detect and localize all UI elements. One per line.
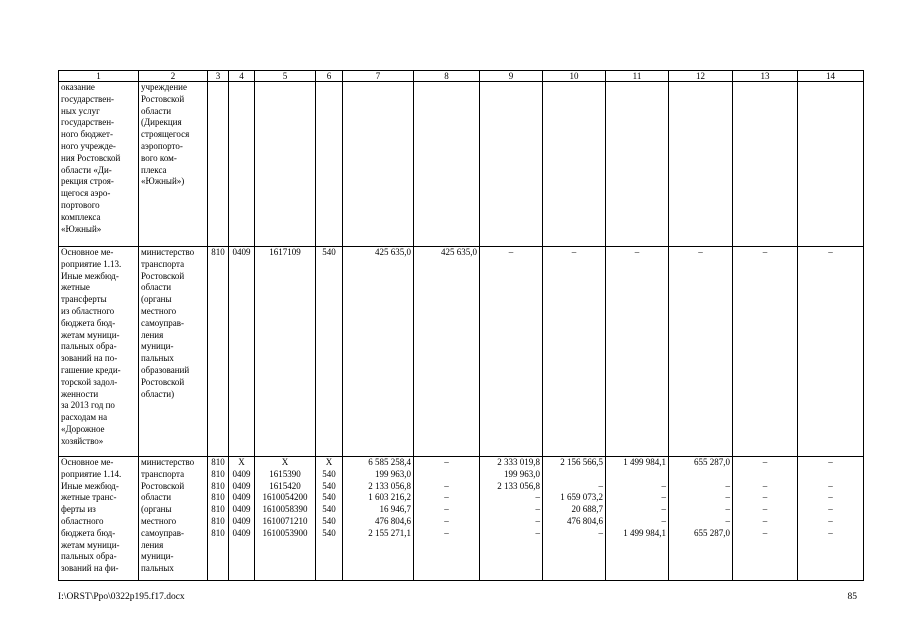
year-value-cell: [606, 82, 669, 247]
table-row: [59, 247, 864, 457]
column-number: 2: [139, 71, 208, 82]
footer-file-path: I:\ORST\Ppo\0322p195.f17.docx: [58, 592, 185, 602]
vr-cell: [316, 82, 343, 247]
column-number: 12: [669, 71, 733, 82]
rzpr-cell: 0409: [229, 247, 255, 457]
total-cell: [343, 82, 414, 247]
page-number: 85: [847, 592, 857, 602]
year-value-cell: 2 333 019,8 199 963,0 2 133 056,8 – – – –: [480, 457, 543, 581]
year-value-cell: –: [480, 247, 543, 457]
vr-cell: Х 540 540 540 540 540 540: [316, 457, 343, 581]
year-value-cell: –: [543, 247, 606, 457]
column-number: 6: [316, 71, 343, 82]
year-value-cell: – – – – – –: [414, 457, 480, 581]
year-value-cell: [669, 82, 733, 247]
rzpr-cell: Х 0409 0409 0409 0409 0409 0409: [229, 457, 255, 581]
table-header-row: [59, 71, 864, 82]
budget-table: [58, 70, 864, 581]
year-value-cell: [798, 82, 864, 247]
year-value-cell: 1 499 984,1 – – – – 1 499 984,1: [606, 457, 669, 581]
column-number: 8: [414, 71, 480, 82]
year-value-cell: –: [798, 247, 864, 457]
grbs-cell: 810: [208, 247, 229, 457]
year-value-cell: 425 635,0: [414, 247, 480, 457]
year-value-cell: [480, 82, 543, 247]
grbs-cell: 810 810 810 810 810 810 810: [208, 457, 229, 581]
measure-name-cell: Основное ме- роприятие 1.14. Иные межбюд- жетные транс- ферты из областного бюджета бюд- жетам муници- пальных обра- зований на фи-: [59, 457, 139, 581]
column-number: 10: [543, 71, 606, 82]
grbs-cell: [208, 82, 229, 247]
column-number: 1: [59, 71, 139, 82]
column-number: 14: [798, 71, 864, 82]
year-value-cell: –: [733, 247, 798, 457]
csr-cell: [255, 82, 316, 247]
csr-cell: Х 1615390 1615420 1610054200 1610058390 1610071210 1610053900: [255, 457, 316, 581]
total-cell: 6 585 258,4 199 963,0 2 133 056,8 1 603 216,2 16 946,7 476 804,6 2 155 271,1: [343, 457, 414, 581]
column-number: 11: [606, 71, 669, 82]
year-value-cell: –: [606, 247, 669, 457]
year-value-cell: – – – – – –: [798, 457, 864, 581]
column-number: 13: [733, 71, 798, 82]
measure-name-cell: Основное ме- роприятие 1.13. Иные межбюд- жетные трансферты из областного бюджета бюд- жетам муници- пальных обра- зований на по- гашение креди- торской задол- женности за 2013 год по расходам на «Дорожное хозяйство»: [59, 247, 139, 457]
executor-cell: учреждение Ростовской области (Дирекция строящегося аэропорто- вого ком- плекса «Южный»): [139, 82, 208, 247]
year-value-cell: 655 287,0 – – – – 655 287,0: [669, 457, 733, 581]
year-value-cell: –: [669, 247, 733, 457]
executor-cell: министерство транспорта Ростовской области (органы местного самоуправ- ления муници- пальных образований Ростовской области): [139, 247, 208, 457]
csr-cell: 1617109: [255, 247, 316, 457]
year-value-cell: [414, 82, 480, 247]
total-cell: 425 635,0: [343, 247, 414, 457]
year-value-cell: [733, 82, 798, 247]
year-value-cell: – – – – – –: [733, 457, 798, 581]
year-value-cell: 2 156 566,5 – 1 659 073,2 20 688,7 476 804,6 –: [543, 457, 606, 581]
measure-name-cell: оказание государствен- ных услуг государствен- ного бюджет- ного учрежде- ния Ростовской области «Ди- рекция строя- щегося аэро- портового комплекса «Южный»: [59, 82, 139, 247]
rzpr-cell: [229, 82, 255, 247]
column-number: 9: [480, 71, 543, 82]
executor-cell: министерство транспорта Ростовской области (органы местного самоуправ- ления муници- пальных: [139, 457, 208, 581]
column-number: 7: [343, 71, 414, 82]
year-value-cell: [543, 82, 606, 247]
column-number: 4: [229, 71, 255, 82]
vr-cell: 540: [316, 247, 343, 457]
table-row: [59, 82, 864, 247]
table-row: [59, 457, 864, 581]
column-number: 3: [208, 71, 229, 82]
column-number: 5: [255, 71, 316, 82]
